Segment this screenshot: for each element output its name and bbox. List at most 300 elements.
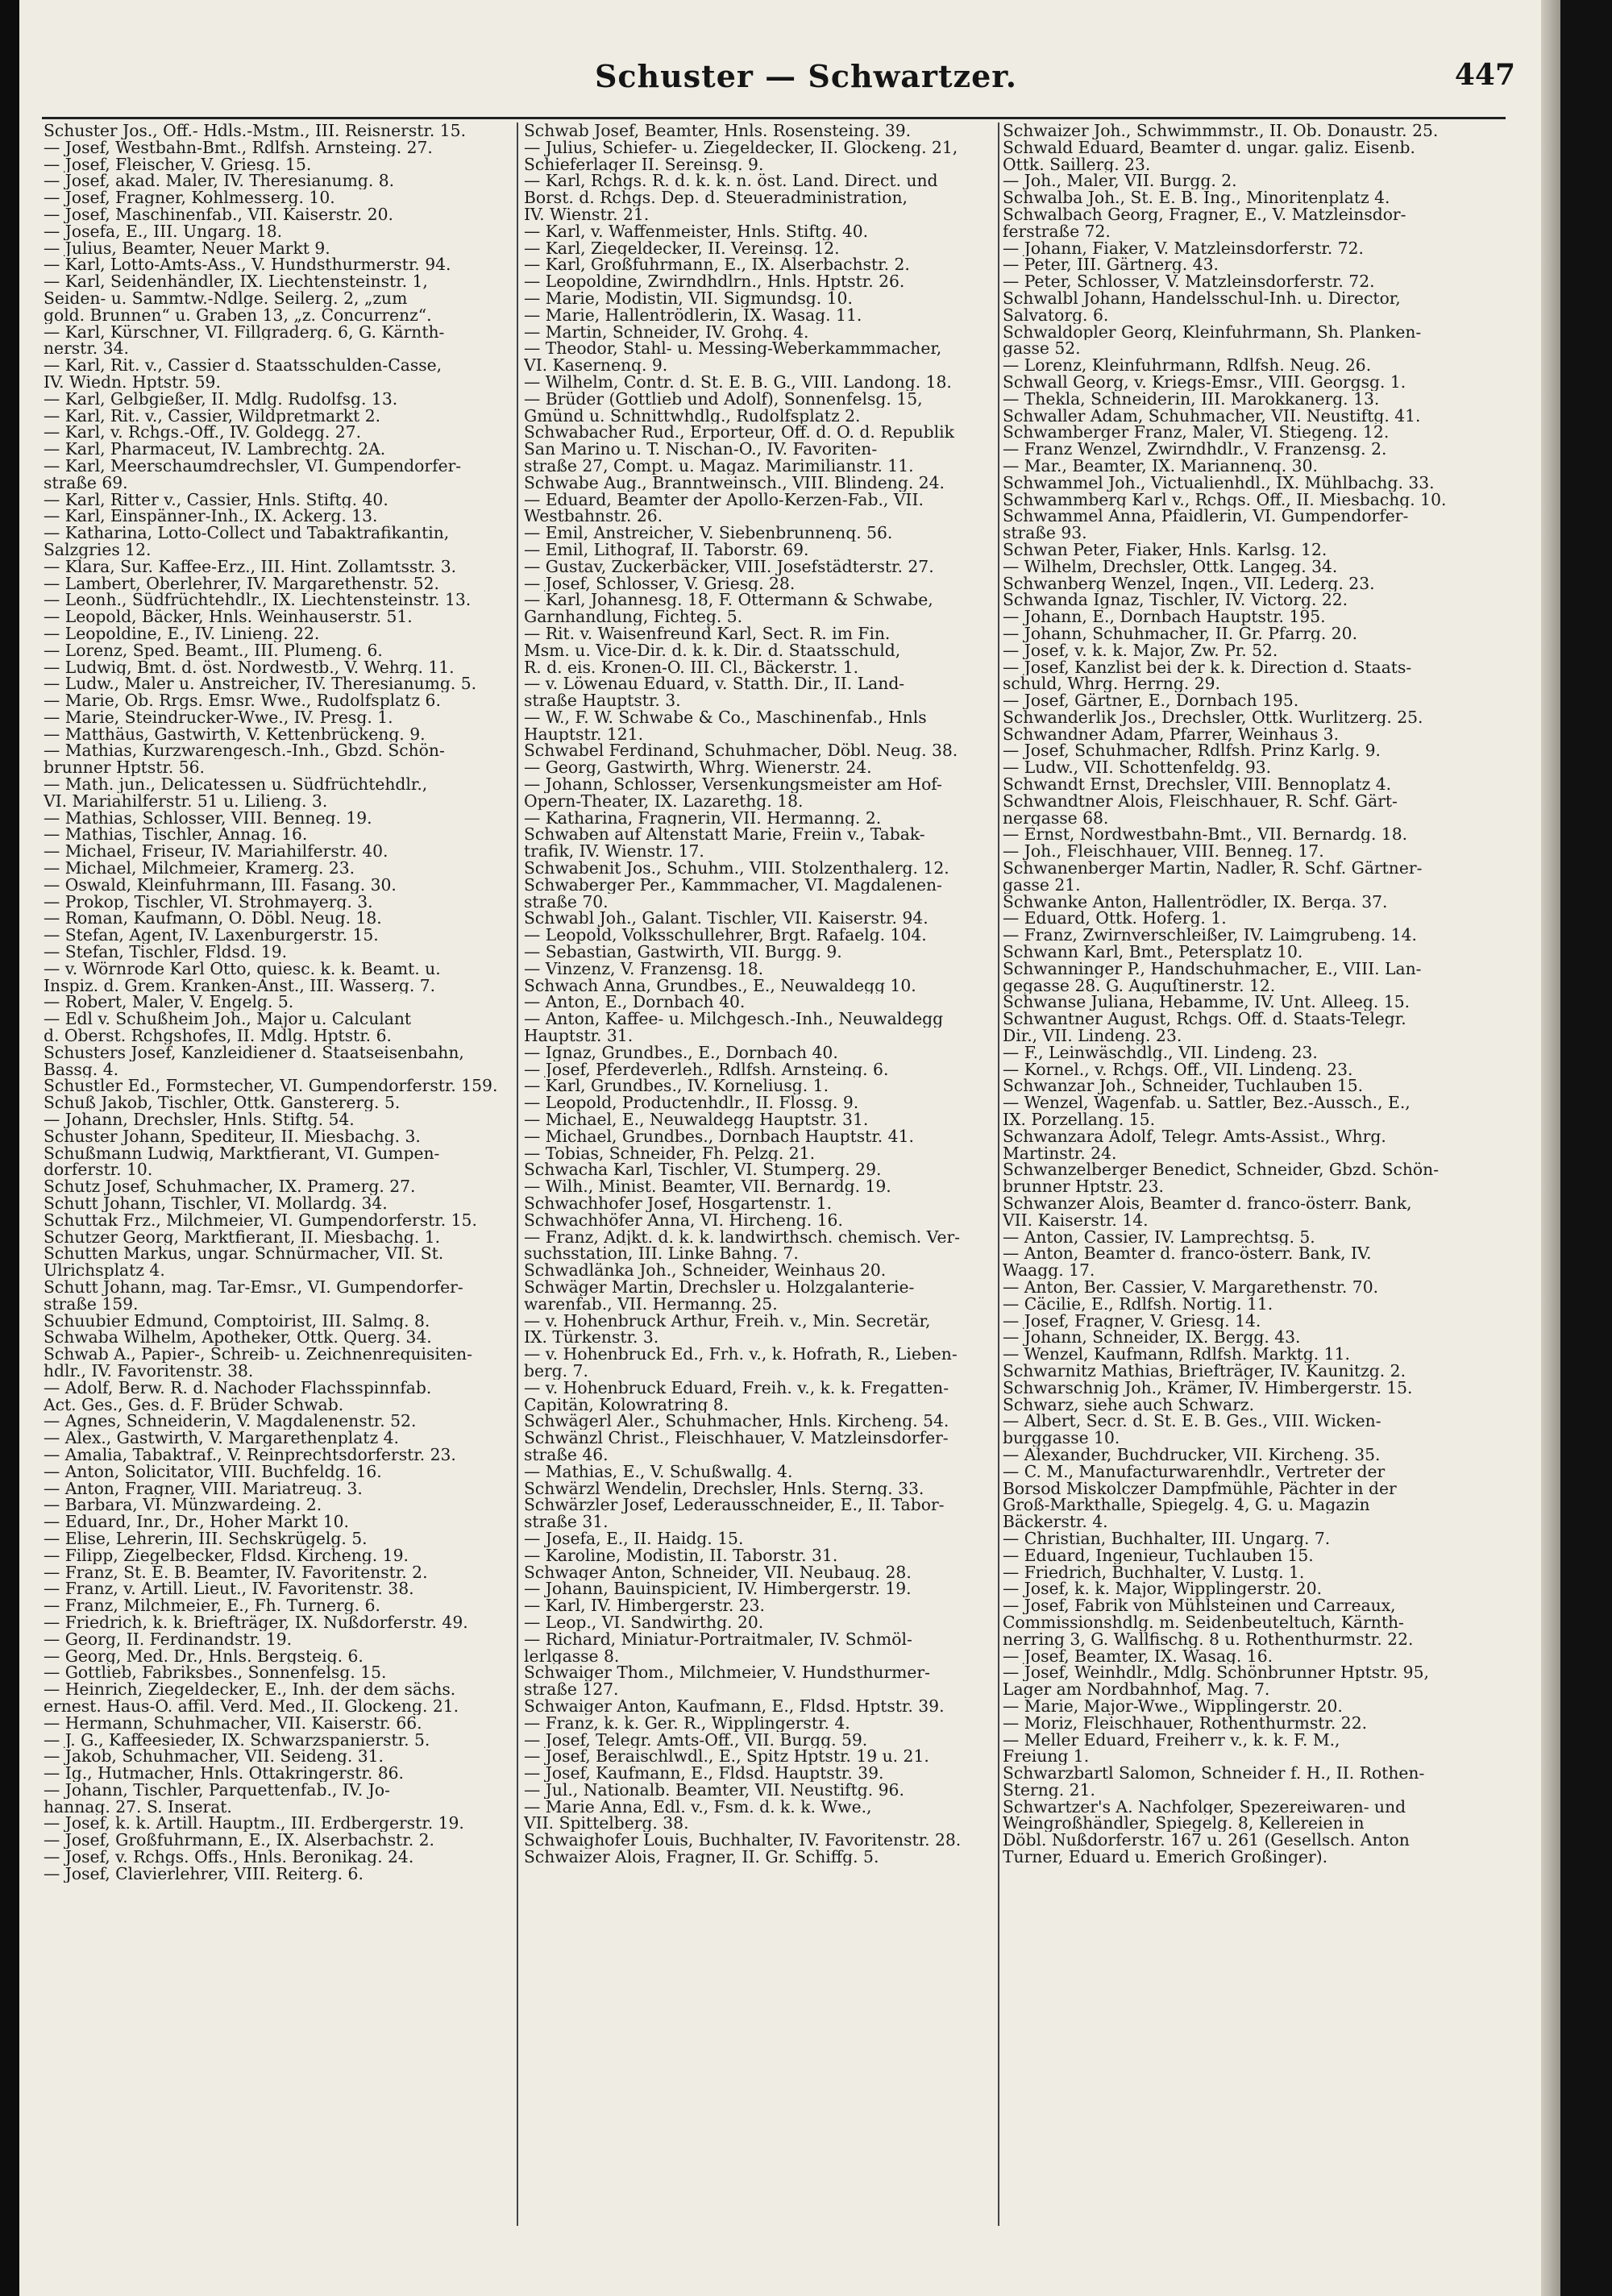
directory-line: Schwartzer's A. Nachfolger, Spezereiwaren- und: [1003, 1798, 1406, 1816]
directory-line: — Josefa, E., III. Ungarg. 18.: [44, 222, 283, 240]
directory-line: Schwaizer Alois, Fragner, II. Gr. Schiffg. 5.: [524, 1849, 879, 1866]
directory-line: — Franz, Zwirnverschleißer, IV. Laimgrubeng. 14.: [1003, 927, 1417, 945]
directory-line: — Wilhelm, Drechsler, Ottk. Langeg. 34.: [1003, 558, 1338, 575]
directory-line: — Christian, Buchhalter, III. Ungarg. 7.: [1003, 1530, 1331, 1547]
directory-line: — Anton, Beamter d. franco-österr. Bank, IV.: [1003, 1245, 1372, 1263]
directory-line: — Alexander, Buchdrucker, VII. Kircheng. 35.: [1003, 1446, 1381, 1464]
directory-line: — Leopoldine, Zwirndhdlrn., Hnls. Hptstr. 26.: [524, 273, 905, 290]
directory-line: Schwanzar Joh., Schneider, Tuchlauben 15.: [1003, 1077, 1364, 1095]
directory-line: — Thekla, Schneiderin, III. Marokkanerg. 13.: [1003, 390, 1380, 408]
directory-line: — Anton, Kaffee- u. Milchgesch.-Inh., Neuwaldegg: [524, 1011, 944, 1028]
directory-line: — Marie, Major-Wwe., Wipplingerstr. 20.: [1003, 1697, 1343, 1715]
directory-line: — Heinrich, Ziegeldecker, E., Inh. der dem sächs.: [44, 1681, 456, 1698]
directory-line: — Mathias, Schlosser, VIII. Benneg. 19.: [44, 809, 372, 827]
directory-line: Martinstr. 24.: [1003, 1144, 1117, 1162]
directory-line: Schwacha Karl, Tischler, VI. Stumperg. 29.: [524, 1161, 882, 1179]
page-header: [0, 58, 1612, 106]
directory-line: — Lambert, Oberlehrer, IV. Margarethenstr. 52.: [44, 575, 439, 592]
directory-line: — Georg, Gastwirth, Whrg. Wienerstr. 24.: [524, 759, 872, 777]
directory-line: — Emil, Anstreicher, V. Siebenbrunnenq. 56.: [524, 525, 893, 542]
directory-line: Schwab A., Papier-, Schreib- u. Zeichnenrequisiten-: [44, 1346, 472, 1363]
directory-line: IX. Porzellang. 15.: [1003, 1111, 1156, 1128]
directory-line: Bäckerstr. 4.: [1003, 1513, 1108, 1530]
directory-line: VI. Mariahilferstr. 51 u. Lilieng. 3.: [44, 792, 328, 810]
directory-line: Schuster Johann, Spediteur, II. Miesbachg. 3.: [44, 1127, 421, 1145]
directory-line: — Rit. v. Waisenfreund Karl, Sect. R. im Fin.: [524, 625, 891, 642]
directory-line: — Josef, v. k. k. Major, Zw. Pr. 52.: [1003, 641, 1278, 659]
directory-line: — Karl, Rchgs. R. d. k. k. n. öst. Land. Direct. und: [524, 172, 938, 190]
directory-line: — Edl v. Schußheim Joh., Major u. Calculant: [44, 1011, 412, 1028]
directory-line: — Adolf, Berw. R. d. Nachoder Flachsspinnfab.: [44, 1379, 432, 1397]
directory-line: — Josef, Schuhmacher, Rdlfsh. Prinz Karlg. 9.: [1003, 742, 1381, 760]
directory-line: — Mathias, Kurzwarengesch.-Inh., Gbzd. Schön-: [44, 742, 445, 760]
directory-line: Schuster Jos., Off.- Hdls.-Mstm., III. Reisnerstr. 15.: [44, 122, 467, 139]
directory-line: — Karl, Meerschaumdrechsler, VI. Gumpendorfer-: [44, 457, 462, 475]
directory-line: Schwabe Aug., Branntweinsch., VIII. Blindeng. 24.: [524, 474, 945, 492]
directory-line: Schwager Anton, Schneider, VII. Neubaug. 28.: [524, 1563, 912, 1581]
directory-line: — Math. jun., Delicatessen u. Südfrüchtehdlr.,: [44, 776, 428, 793]
directory-line: Schuubier Edmund, Comptoirist, III. Salmg. 8.: [44, 1312, 430, 1330]
directory-line: Schwanzelberger Benedict, Schneider, Gbzd. Schön-: [1003, 1161, 1440, 1179]
column-middle: [524, 122, 998, 2234]
directory-line: — Stefan, Tischler, Fldsd. 19.: [44, 944, 288, 961]
directory-line: — J. G., Kaffeesieder, IX. Schwarzspanierstr. 5.: [44, 1731, 430, 1749]
directory-line: — Josef, Fabrik von Mühlsteinen und Carreaux,: [1003, 1597, 1396, 1614]
directory-line: Schwanke Anton, Hallentrödler, IX. Berga. 37.: [1003, 893, 1388, 911]
directory-line: gasse 21.: [1003, 876, 1081, 894]
directory-line: — Roman, Kaufmann, O. Döbl. Neug. 18.: [44, 910, 382, 928]
directory-line: — Wenzel, Kaufmann, Rdlfsh. Marktg. 11.: [1003, 1346, 1350, 1363]
directory-line: — Marie, Hallentrödlerin, IX. Wasag. 11.: [524, 306, 862, 324]
directory-line: Ulrichsplatz 4.: [44, 1262, 165, 1279]
directory-line: — Josef, Beamter, IX. Wasag. 16.: [1003, 1647, 1273, 1665]
directory-line: — Josef, Großfuhrmann, E., IX. Alserbachstr. 2.: [44, 1832, 434, 1850]
directory-line: — Anton, Fragner, VIII. Mariatreug. 3.: [44, 1480, 363, 1497]
directory-line: — Moriz, Fleischhauer, Rothenthurmstr. 22.: [1003, 1714, 1368, 1732]
directory-line: straße 69.: [44, 474, 128, 492]
directory-line: — Mar., Beamter, IX. Mariannenq. 30.: [1003, 457, 1318, 475]
directory-line: Schwantner August, Rchgs. Off. d. Staats-Telegr.: [1003, 1011, 1406, 1028]
directory-line: — Karl, Ziegeldecker, II. Vereinsg. 12.: [524, 239, 840, 257]
directory-line: — Julius, Beamter, Neuer Markt 9.: [44, 239, 330, 257]
directory-line: — C. M., Manufacturwarenhdlr., Vertreter der: [1003, 1463, 1386, 1480]
directory-line: Weingroßhändler, Spiegelg. 8, Kellereien in: [1003, 1815, 1365, 1833]
directory-line: Hauptstr. 121.: [524, 725, 644, 743]
directory-line: — Franz, Adjkt. d. k. k. landwirthsch. chemisch. Ver-: [524, 1228, 961, 1246]
directory-line: Schwabl Joh., Galant. Tischler, VII. Kaiserstr. 94.: [524, 910, 929, 928]
directory-line: d. Oberst. Rchgshofes, II. Mdlg. Hptstr. 6.: [44, 1028, 392, 1044]
directory-line: — Joh., Maler, VII. Burgg. 2.: [1003, 172, 1237, 190]
directory-line: VII. Kaiserstr. 14.: [1003, 1211, 1149, 1229]
scan-edge-left: [0, 0, 19, 2296]
directory-line: ferstraße 72.: [1003, 222, 1111, 240]
directory-line: — Josef, Telegr. Amts-Off., VII. Burgg. 59.: [524, 1731, 868, 1749]
directory-line: Schutzer Georg, Marktfierant, II. Miesbachg. 1.: [44, 1228, 441, 1246]
directory-line: Seiden- u. Sammtw.-Ndlge. Seilerg. 2, „zum: [44, 289, 408, 307]
directory-line: Schwadlänka Joh., Schneider, Weinhaus 20.: [524, 1262, 887, 1279]
directory-line: — Leonh., Südfrüchtehdlr., IX. Liechtensteinstr. 13.: [44, 592, 472, 609]
directory-line: — Josef, Schlosser, V. Griesg. 28.: [524, 575, 796, 592]
directory-line: — Amalia, Tabaktraf., V. Reinprechtsdorferstr. 23.: [44, 1446, 456, 1464]
directory-line: — Ernst, Nordwestbahn-Bmt., VII. Bernardg. 18.: [1003, 826, 1408, 844]
directory-line: — v. Hohenbruck Eduard, Freih. v., k. k. Fregatten-: [524, 1379, 949, 1397]
directory-line: Salzgries 12.: [44, 541, 152, 558]
directory-line: Schwandt Ernst, Drechsler, VIII. Bennoplatz 4.: [1003, 776, 1392, 793]
directory-line: Schwaben auf Altenstatt Marie, Freiin v., Tabak-: [524, 826, 925, 844]
directory-line: suchsstation, III. Linke Bahng. 7.: [524, 1245, 799, 1263]
directory-line: VII. Spittelberg. 38.: [524, 1815, 689, 1833]
directory-line: Schwach Anna, Grundbes., E., Neuwaldegg 10.: [524, 977, 916, 994]
directory-line: — Albert, Secr. d. St. E. B. Ges., VIII. Wicken-: [1003, 1413, 1381, 1430]
directory-line: — Marie Anna, Edl. v., Fsm. d. k. k. Wwe.,: [524, 1798, 872, 1816]
directory-line: — Anton, E., Dornbach 40.: [524, 994, 746, 1011]
directory-line: warenfab., VII. Hermanng. 25.: [524, 1295, 778, 1313]
directory-line: Schutz Josef, Schuhmacher, IX. Pramerg. 27.: [44, 1178, 416, 1195]
directory-line: — Karl, Rit. v., Cassier, Wildpretmarkt 2.: [44, 407, 381, 425]
directory-line: VI. Kasernenq. 9.: [524, 357, 668, 374]
directory-line: — Johann, Drechsler, Hnls. Stiftg. 54.: [44, 1111, 355, 1128]
directory-line: Act. Ges., Ges. d. F. Brüder Schwab.: [44, 1396, 344, 1414]
directory-line: — Josef, v. Rchgs. Offs., Hnls. Beronikag. 24.: [44, 1849, 414, 1866]
directory-line: — Josef, Kaufmann, E., Fldsd. Hauptstr. 39.: [524, 1765, 884, 1782]
directory-line: straße 93.: [1003, 525, 1087, 542]
directory-line: straße 27, Compt. u. Magaz. Marimilianstr. 11.: [524, 457, 914, 475]
directory-line: — Agnes, Schneiderin, V. Magdalenenstr. 52.: [44, 1413, 417, 1430]
directory-line: straße 159.: [44, 1295, 139, 1313]
directory-line: — Leopold, Productenhdlr., II. Flossg. 9.: [524, 1094, 859, 1112]
directory-line: — v. Hohenbruck Ed., Frh. v., k. Hofrath, R., Lieben-: [524, 1346, 958, 1363]
directory-line: — Karl, IV. Himbergerstr. 23.: [524, 1597, 765, 1614]
directory-line: — Karl, Johannesg. 18, F. Ottermann & Schwabe,: [524, 592, 933, 609]
directory-line: Schwanninger P., Handschuhmacher, E., VIII. Lan-: [1003, 960, 1422, 978]
directory-line: — Josef, Beraischlwdl., E., Spitz Hptstr. 19 u. 21.: [524, 1748, 929, 1766]
directory-line: Freiung 1.: [1003, 1748, 1090, 1766]
directory-line: burggasse 10.: [1003, 1430, 1120, 1447]
directory-line: — Georg, II. Ferdinandstr. 19.: [44, 1630, 293, 1648]
directory-line: — Karl, Grundbes., IV. Korneliusg. 1.: [524, 1077, 829, 1095]
directory-line: — Johann, Fiaker, V. Matzleinsdorferstr. 72.: [1003, 239, 1364, 257]
directory-line: — Karl, v. Waffenmeister, Hnls. Stiftg. 40.: [524, 222, 869, 240]
directory-line: gegasse 28. G. Auguſtinerstr. 12.: [1003, 977, 1276, 994]
directory-line: Schwandner Adam, Pfarrer, Weinhaus 3.: [1003, 725, 1340, 743]
directory-line: Schieferlager II. Sereinsg. 9.: [524, 156, 764, 173]
directory-line: — Gottlieb, Fabriksbes., Sonnenfelsg. 15.: [44, 1664, 387, 1682]
directory-line: — Matthäus, Gastwirth, V. Kettenbrückeng. 9.: [44, 725, 426, 743]
directory-line: Dir., VII. Lindeng. 23.: [1003, 1028, 1182, 1044]
directory-line: — Michael, Friseur, IV. Mariahilferstr. 40.: [44, 843, 388, 861]
directory-line: IV. Wiedn. Hptstr. 59.: [44, 373, 221, 391]
directory-line: — Katharina, Fragnerin, VII. Hermanng. 2.: [524, 809, 882, 827]
directory-line: — Josef, Kanzlist bei der k. k. Direction d. Staats-: [1003, 658, 1412, 676]
directory-line: Schwann Karl, Bmt., Petersplatz 10.: [1003, 944, 1303, 961]
directory-line: brunner Hptstr. 56.: [44, 759, 205, 777]
column-divider: [517, 122, 518, 2226]
directory-line: — Lorenz, Kleinfuhrmann, Rdlfsh. Neug. 26.: [1003, 357, 1372, 374]
directory-line: brunner Hptstr. 23.: [1003, 1178, 1164, 1195]
directory-line: — Karl, Ritter v., Cassier, Hnls. Stiftg. 40.: [44, 491, 388, 509]
directory-line: — Josefa, E., II. Haidg. 15.: [524, 1530, 744, 1547]
directory-line: Garnhandlung, Fichteg. 5.: [524, 608, 743, 625]
directory-line: — Robert, Maler, V. Engelg. 5.: [44, 994, 294, 1011]
directory-line: Schwalbach Georg, Fragner, E., V. Matzleinsdor-: [1003, 206, 1406, 223]
directory-line: — Karl, Lotto-Amts-Ass., V. Hundsthurmerstr. 94.: [44, 256, 451, 274]
directory-line: — Josef, Fragner, V. Griesg. 14.: [1003, 1312, 1261, 1330]
running-head: Schuster — Schwartzer.: [594, 58, 1018, 94]
directory-line: — Josef, Fleischer, V. Griesg. 15.: [44, 156, 312, 173]
directory-line: — Theodor, Stahl- u. Messing-Weberkammmacher,: [524, 340, 942, 358]
directory-line: — Peter, III. Gärtnerg. 43.: [1003, 256, 1219, 274]
directory-line: — Johann, Bauinspicient, IV. Himbergerstr. 19.: [524, 1580, 912, 1598]
directory-line: Schwägerl Aler., Schuhmacher, Hnls. Kircheng. 54.: [524, 1413, 949, 1430]
directory-line: Schwäger Martin, Drechsler u. Holzgalanterie-: [524, 1278, 915, 1296]
directory-line: — Marie, Modistin, VII. Sigmundsg. 10.: [524, 289, 853, 307]
directory-line: Turner, Eduard u. Emerich Großinger).: [1003, 1849, 1328, 1866]
directory-line: — Josef, k. k. Major, Wipplingerstr. 20.: [1003, 1580, 1323, 1598]
directory-line: — Josef, Weinhdlr., Mdlg. Schönbrunner Hptstr. 95,: [1003, 1664, 1429, 1682]
directory-line: — Johann, E., Dornbach Hauptstr. 195.: [1003, 608, 1326, 625]
directory-line: Schwall Georg, v. Kriegs-Emsr., VIII. Georgsg. 1.: [1003, 373, 1406, 391]
directory-line: Schwanda Ignaz, Tischler, IV. Victorg. 22.: [1003, 592, 1348, 609]
directory-line: — Josef, Clavierlehrer, VIII. Reiterg. 6.: [44, 1865, 364, 1883]
directory-line: Schwaiger Thom., Milchmeier, V. Hundsthurmer-: [524, 1664, 930, 1682]
directory-line: — Ludw., Maler u. Anstreicher, IV. Theresianumg. 5.: [44, 675, 477, 693]
directory-line: — Josef, Fragner, Kohlmesserg. 10.: [44, 189, 335, 206]
directory-line: — Eduard, Ottk. Hoferg. 1.: [1003, 910, 1227, 928]
directory-line: — Anton, Solicitator, VIII. Buchfeldg. 16.: [44, 1463, 382, 1480]
directory-line: — Franz Wenzel, Zwirndhdlr., V. Franzensg. 2.: [1003, 441, 1387, 458]
directory-line: Inspiz. d. Grem. Kranken-Anst., III. Wasserg. 7.: [44, 977, 436, 994]
directory-line: Schwammberg Karl v., Rchgs. Off., II. Miesbachg. 10.: [1003, 491, 1447, 509]
directory-line: Schwammel Joh., Victualienhdl., IX. Mühlbachg. 33.: [1003, 474, 1435, 492]
directory-line: — Katharina, Lotto-Collect und Tabaktrafikantin,: [44, 525, 450, 542]
directory-line: — Karl, Pharmaceut, IV. Lambrechtg. 2A.: [44, 441, 386, 458]
directory-line: — Josef, Pferdeverleh., Rdlfsh. Arnsteing. 6.: [524, 1061, 889, 1078]
directory-line: Schwabenit Jos., Schuhm., VIII. Stolzenthalerg. 12.: [524, 860, 949, 877]
directory-line: — Emil, Lithograf, II. Taborstr. 69.: [524, 541, 809, 558]
directory-line: — Franz, Milchmeier, E., Fh. Turnerg. 6.: [44, 1597, 380, 1614]
directory-line: Commissionshdlg. m. Seidenbeuteltuch, Kärnth-: [1003, 1613, 1404, 1631]
directory-line: Msm. u. Vice-Dir. d. k. k. Dir. d. Staatsschuld,: [524, 641, 901, 659]
directory-line: Schwandtner Alois, Fleischhauer, R. Schf. Gärt-: [1003, 792, 1398, 810]
directory-line: — Johann, Tischler, Parquettenfab., IV. Jo-: [44, 1781, 390, 1799]
directory-line: Schutten Markus, ungar. Schnürmacher, VII. St.: [44, 1245, 444, 1263]
directory-line: straße 31.: [524, 1513, 609, 1530]
directory-line: — Wilhelm, Contr. d. St. E. B. G., VIII. Landong. 18.: [524, 373, 952, 391]
directory-line: — Johann, Schneider, IX. Bergg. 43.: [1003, 1329, 1301, 1347]
directory-line: — Klara, Sur. Kaffee-Erz., III. Hint. Zollamtsstr. 3.: [44, 558, 457, 575]
directory-line: Schwalbl Johann, Handelsschul-Inh. u. Director,: [1003, 289, 1401, 307]
directory-line: — Ludwig, Bmt. d. öst. Nordwestb., V. Wehrg. 11.: [44, 658, 455, 676]
directory-line: — Friedrich, Buchhalter, V. Lustg. 1.: [1003, 1563, 1305, 1581]
directory-line: Schutt Johann, mag. Tar-Emsr., VI. Gumpendorfer-: [44, 1278, 463, 1296]
page-edge-shadow: [1541, 0, 1560, 2296]
directory-line: Gmünd u. Schnittwhdlg., Rudolfsplatz 2.: [524, 407, 861, 425]
directory-line: Schwammel Anna, Pfaidlerin, VI. Gumpendorfer-: [1003, 508, 1409, 525]
directory-line: — Elise, Lehrerin, III. Sechskrügelg. 5.: [44, 1530, 368, 1547]
directory-line: — Eduard, Beamter der Apollo-Kerzen-Fab., VII.: [524, 491, 924, 509]
directory-line: — Leopold, Bäcker, Hnls. Weinhauserstr. 51.: [44, 608, 413, 625]
directory-line: Schwaberger Per., Kammmacher, VI. Magdalenen-: [524, 876, 942, 894]
directory-line: — Alex., Gastwirth, V. Margarethenplatz 4.: [44, 1430, 399, 1447]
directory-line: — Johann, Schuhmacher, II. Gr. Pfarrg. 20.: [1003, 625, 1358, 642]
directory-line: Westbahnstr. 26.: [524, 508, 663, 525]
directory-line: nerring 3, G. Wallfischg. 8 u. Rothenthurmstr. 22.: [1003, 1630, 1414, 1648]
directory-line: Schwachhöfer Anna, VI. Hircheng. 16.: [524, 1211, 843, 1229]
directory-line: — Friedrich, k. k. Briefträger, IX. Nußdorferstr. 49.: [44, 1613, 468, 1631]
directory-line: gasse 52.: [1003, 340, 1081, 358]
directory-line: — Vinzenz, V. Franzensg. 18.: [524, 960, 764, 978]
directory-line: Schwärzler Josef, Lederausschneider, E., II. Tabor-: [524, 1497, 945, 1514]
directory-line: San Marino u. T. Nischan-O., IV. Favoriten-: [524, 441, 878, 458]
directory-line: Schwachhofer Josef, Hosgartenstr. 1.: [524, 1195, 833, 1212]
directory-line: — Julius, Schiefer- u. Ziegeldecker, II. Glockeng. 21,: [524, 139, 958, 156]
directory-line: — Karl, Kürschner, VI. Fillgraderg. 6, G. Kärnth-: [44, 323, 445, 341]
directory-line: — Karl, Einspänner-Inh., IX. Ackerg. 13.: [44, 508, 378, 525]
directory-line: IV. Wienstr. 21.: [524, 206, 650, 223]
directory-line: Schwarz, siehe auch Schwarz.: [1003, 1396, 1255, 1414]
directory-line: Döbl. Nußdorferstr. 167 u. 261 (Gesellsch. Anton: [1003, 1832, 1410, 1850]
directory-line: — Josef, Westbahn-Bmt., Rdlfsh. Arnsteing. 27.: [44, 139, 433, 156]
directory-line: nerstr. 34.: [44, 340, 129, 358]
directory-line: Schwaiger Anton, Kaufmann, E., Fldsd. Hptstr. 39.: [524, 1697, 945, 1715]
directory-line: straße 46.: [524, 1446, 609, 1464]
directory-line: — Mathias, E., V. Schußwallg. 4.: [524, 1463, 793, 1480]
directory-line: — Peter, Schlosser, V. Matzleinsdorferstr. 72.: [1003, 273, 1375, 290]
directory-line: — Ig., Hutmacher, Hnls. Ottakringerstr. 86.: [44, 1765, 405, 1782]
directory-line: — Marie, Ob. Rrgs. Emsr. Wwe., Rudolfsplatz 6.: [44, 692, 441, 709]
directory-line: Bassg. 4.: [44, 1061, 119, 1078]
directory-line: — Michael, Grundbes., Dornbach Hauptstr. 41.: [524, 1127, 914, 1145]
header-rule: [42, 117, 1506, 119]
directory-line: Schwanderlik Jos., Drechsler, Ottk. Wurlitzerg. 25.: [1003, 708, 1423, 726]
directory-line: — Josef, Maschinenfab., VII. Kaiserstr. 20.: [44, 206, 393, 223]
directory-line: — Gustav, Zuckerbäcker, VIII. Josefstädterstr. 27.: [524, 558, 934, 575]
directory-line: Borst. d. Rchgs. Dep. d. Steueradministration,: [524, 189, 908, 206]
directory-line: — W., F. W. Schwabe & Co., Maschinenfab., Hnls: [524, 708, 927, 726]
directory-line: Schwalba Joh., St. E. B. Ing., Minoritenplatz 4.: [1003, 189, 1390, 206]
directory-line: — Ignaz, Grundbes., E., Dornbach 40.: [524, 1044, 838, 1061]
directory-line: Schwänzl Christ., Fleischhauer, V. Matzleinsdorfer-: [524, 1430, 949, 1447]
directory-line: straße Hauptstr. 3.: [524, 692, 681, 709]
directory-line: — Karl, v. Rchgs.-Off., IV. Goldegg. 27.: [44, 424, 362, 442]
directory-line: — Prokop, Tischler, VI. Strohmayerg. 3.: [44, 893, 373, 911]
directory-line: Schwaba Wilhelm, Apotheker, Ottk. Querg. 34.: [44, 1329, 432, 1347]
directory-line: — Jakob, Schuhmacher, VII. Seideng. 31.: [44, 1748, 384, 1766]
directory-line: Schwanzer Alois, Beamter d. franco-österr. Bank,: [1003, 1195, 1412, 1212]
directory-line: — Ludw., VII. Schottenfeldg. 93.: [1003, 759, 1272, 777]
directory-line: Schwamberger Franz, Maler, VI. Stiegeng. 12.: [1003, 424, 1390, 442]
directory-line: — Michael, Milchmeier, Kramerg. 23.: [44, 860, 355, 877]
directory-line: Schwab Josef, Beamter, Hnls. Rosensteing. 39.: [524, 122, 912, 139]
directory-line: Salvatorg. 6.: [1003, 306, 1109, 324]
directory-line: — Anton, Cassier, IV. Lamprechtsg. 5.: [1003, 1228, 1315, 1246]
directory-line: Schwanse Juliana, Hebamme, IV. Unt. Alleeg. 15.: [1003, 994, 1410, 1011]
directory-line: — Eduard, Inr., Dr., Hoher Markt 10.: [44, 1513, 349, 1530]
directory-line: Ottk. Saillerg. 23.: [1003, 156, 1151, 173]
directory-line: Schwabacher Rud., Erporteur, Off. d. O. d. Republik: [524, 424, 954, 442]
directory-line: Opern-Theater, IX. Lazarethg. 18.: [524, 792, 804, 810]
directory-line: nergasse 68.: [1003, 809, 1109, 827]
directory-line: — Wenzel, Wagenfab. u. Sattler, Bez.-Aussch., E.,: [1003, 1094, 1410, 1112]
directory-line: Schwärzl Wendelin, Drechsler, Hnls. Sterng. 33.: [524, 1480, 924, 1497]
directory-line: — Kornel., v. Rchgs. Off., VII. Lindeng. 23.: [1003, 1061, 1353, 1078]
directory-line: — Eduard, Ingenieur, Tuchlauben 15.: [1003, 1547, 1314, 1564]
directory-line: — Hermann, Schuhmacher, VII. Kaiserstr. 66.: [44, 1714, 422, 1732]
directory-line: — Leopoldine, E., IV. Linieng. 22.: [44, 625, 320, 642]
scan-edge-right: [1560, 0, 1612, 2296]
directory-line: straße 70.: [524, 893, 609, 911]
directory-line: Lager am Nordbahnhof, Mag. 7.: [1003, 1681, 1270, 1698]
directory-line: Waagg. 17.: [1003, 1262, 1095, 1279]
directory-line: R. d. eis. Kronen-O. III. Cl., Bäckerstr. 1.: [524, 658, 859, 676]
directory-line: — Georg, Med. Dr., Hnls. Bergsteig. 6.: [44, 1647, 364, 1665]
directory-line: — v. Hohenbruck Arthur, Freih. v., Min. Secretär,: [524, 1312, 931, 1330]
directory-line: Schwanberg Wenzel, Ingen., VII. Lederg. 23.: [1003, 575, 1375, 592]
directory-line: — Jul., Nationalb. Beamter, VII. Neustiftg. 96.: [524, 1781, 904, 1799]
directory-line: — Tobias, Schneider, Fh. Pelzg. 21.: [524, 1144, 816, 1162]
directory-line: — Anton, Ber. Cassier, V. Margarethenstr. 70.: [1003, 1278, 1379, 1296]
directory-line: straße 127.: [524, 1681, 619, 1698]
directory-line: — Stefan, Agent, IV. Laxenburgerstr. 15.: [44, 927, 379, 945]
directory-line: — Joh., Fleischhauer, VIII. Benneg. 17.: [1003, 843, 1324, 861]
directory-line: — Michael, E., Neuwaldegg Hauptstr. 31.: [524, 1111, 869, 1128]
directory-line: — v. Wörnrode Karl Otto, quiesc. k. k. Beamt. u.: [44, 960, 441, 978]
directory-line: — Filipp, Ziegelbecker, Fldsd. Kircheng. 19.: [44, 1547, 409, 1564]
directory-line: Schwaldopler Georg, Kleinfuhrmann, Sh. Planken-: [1003, 323, 1422, 341]
directory-line: — Karl, Großfuhrmann, E., IX. Alserbachstr. 2.: [524, 256, 910, 274]
directory-line: — Franz, v. Artill. Lieut., IV. Favoritenstr. 38.: [44, 1580, 414, 1598]
column-right: [1003, 122, 1510, 2234]
directory-line: Schwabel Ferdinand, Schuhmacher, Döbl. Neug. 38.: [524, 742, 958, 760]
directory-line: Sterng. 21.: [1003, 1781, 1095, 1799]
directory-line: Schuß Jakob, Tischler, Ottk. Ganstererg. 5.: [44, 1094, 401, 1112]
directory-line: Schustler Ed., Formstecher, VI. Gumpendorferstr. 159.: [44, 1077, 498, 1095]
directory-line: — Lorenz, Sped. Beamt., III. Plumeng. 6.: [44, 641, 383, 659]
directory-line: — Johann, Schlosser, Versenkungsmeister am Hof-: [524, 776, 942, 793]
directory-line: — Karl, Seidenhändler, IX. Liechtensteinstr. 1,: [44, 273, 428, 290]
directory-line: — Franz, k. k. Ger. R., Wipplingerstr. 4.: [524, 1714, 850, 1732]
directory-line: Schwaller Adam, Schuhmacher, VII. Neustiftg. 41.: [1003, 407, 1421, 425]
directory-line: — Karl, Gelbgießer, II. Mdlg. Rudolfsg. 13.: [44, 390, 398, 408]
directory-line: — Karl, Rit. v., Cassier d. Staatsschulden-Casse,: [44, 357, 442, 374]
column-left: [44, 122, 511, 2234]
directory-line: — Meller Eduard, Freiherr v., k. k. F. M.,: [1003, 1731, 1340, 1749]
directory-line: IX. Türkenstr. 3.: [524, 1329, 659, 1347]
directory-line: ernest. Haus-O. affil. Verd. Med., II. Glockeng. 21.: [44, 1697, 459, 1715]
directory-line: Schwanenberger Martin, Nadler, R. Schf. Gärtner-: [1003, 860, 1423, 877]
directory-line: berg. 7.: [524, 1362, 588, 1380]
directory-line: — Richard, Miniatur-Portraitmaler, IV. Schmöl-: [524, 1630, 912, 1648]
directory-line: — Marie, Steindrucker-Wwe., IV. Presg. 1.: [44, 708, 393, 726]
directory-line: Schwaighofer Louis, Buchhalter, IV. Favoritenstr. 28.: [524, 1832, 962, 1850]
directory-line: — Josef, Gärtner, E., Dornbach 195.: [1003, 692, 1299, 709]
directory-line: — Franz, St. E. B. Beamter, IV. Favoritenstr. 2.: [44, 1563, 428, 1581]
directory-line: hdlr., IV. Favoritenstr. 38.: [44, 1362, 254, 1380]
directory-line: — Cäcilie, E., Rdlfsh. Nortig. 11.: [1003, 1295, 1273, 1313]
directory-line: Schwarzbartl Salomon, Schneider f. H., II. Rothen-: [1003, 1765, 1425, 1782]
directory-line: Schwarnitz Mathias, Briefträger, IV. Kaunitzg. 2.: [1003, 1362, 1406, 1380]
directory-line: Schwarschnig Joh., Krämer, IV. Himbergerstr. 15.: [1003, 1379, 1413, 1397]
directory-line: — Brüder (Gottlieb und Adolf), Sonnenfelsg. 15,: [524, 390, 923, 408]
directory-line: — Martin, Schneider, IV. Grohg. 4.: [524, 323, 809, 341]
directory-line: — Karoline, Modistin, II. Taborstr. 31.: [524, 1547, 838, 1564]
directory-line: — v. Löwenau Eduard, v. Statth. Dir., II. Land-: [524, 675, 905, 693]
directory-line: schuld, Whrg. Herrng. 29.: [1003, 675, 1221, 693]
directory-line: — Leop., VI. Sandwirthg. 20.: [524, 1613, 764, 1631]
directory-line: — Oswald, Kleinfuhrmann, III. Fasang. 30.: [44, 876, 397, 894]
directory-line: Schuttak Frz., Milchmeier, VI. Gumpendorferstr. 15.: [44, 1211, 477, 1229]
directory-line: trafik, IV. Wienstr. 17.: [524, 843, 704, 861]
